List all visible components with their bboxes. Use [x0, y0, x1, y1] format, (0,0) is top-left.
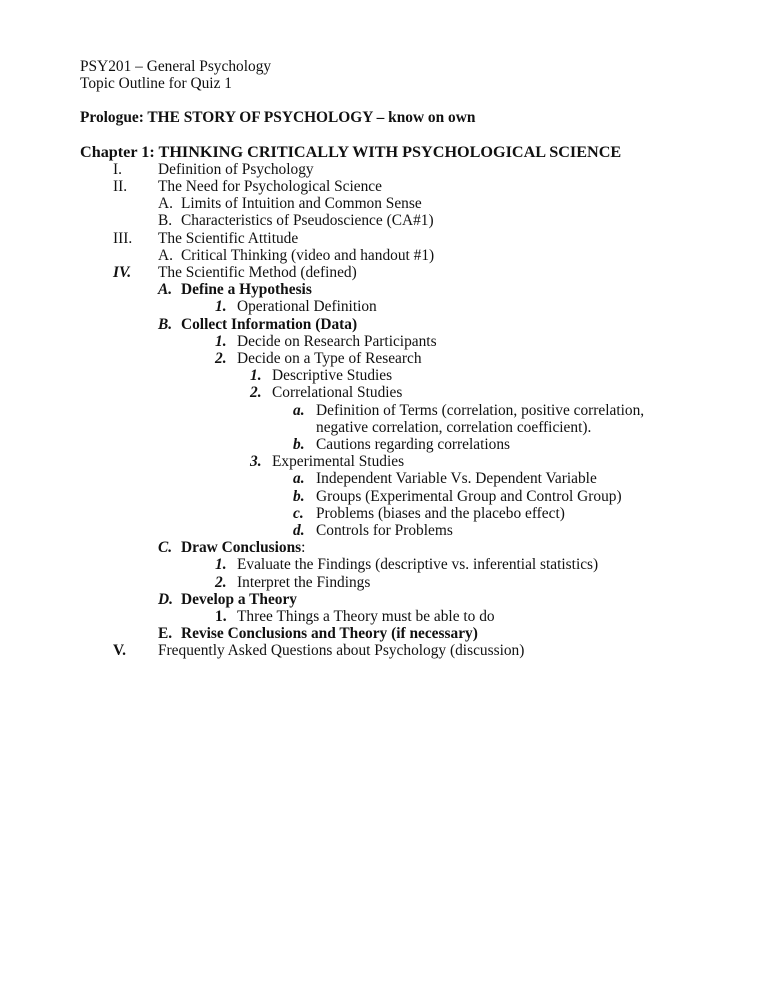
outline-marker: II. [113, 178, 128, 195]
outline-item-label: Draw Conclusions [181, 539, 302, 556]
outline-item: Develop a Theory [181, 591, 297, 608]
outline-marker: c. [293, 505, 304, 522]
outline-marker: 1. [215, 298, 227, 315]
outline-item: The Scientific Method (defined) [158, 264, 357, 281]
outline-marker: D. [158, 591, 173, 608]
outline-item: Independent Variable Vs. Dependent Variable [316, 470, 597, 487]
outline-marker: 2. [215, 574, 227, 591]
outline-marker: B. [158, 316, 173, 333]
outline-marker: I. [113, 161, 122, 178]
outline-marker: b. [293, 436, 305, 453]
outline-marker: a. [293, 470, 305, 487]
outline-item: Groups (Experimental Group and Control Group) [316, 488, 622, 505]
outline-marker: 3. [250, 453, 262, 470]
outline-item-suffix: : [301, 539, 306, 556]
outline-item: Cautions regarding correlations [316, 436, 511, 453]
outline-item [181, 539, 305, 556]
outline-marker: 1. [215, 333, 227, 350]
outline-item: Decide on Research Participants [237, 333, 437, 350]
course-title: PSY201 – General Psychology [80, 58, 272, 75]
outline-item: Decide on a Type of Research [237, 350, 422, 367]
outline-marker: 2. [215, 350, 227, 367]
chapter-heading: Chapter 1: THINKING CRITICALLY WITH PSYCHOLOGICAL SCIENCE [80, 143, 622, 161]
outline-marker: A. [158, 281, 173, 298]
outline-marker: B. [158, 212, 173, 229]
outline-marker: b. [293, 488, 305, 505]
outline-item: Experimental Studies [272, 453, 405, 470]
document-subtitle: Topic Outline for Quiz 1 [80, 75, 232, 92]
outline-item: Problems (biases and the placebo effect) [316, 505, 565, 522]
outline-marker: C. [158, 539, 173, 556]
outline-item: Evaluate the Findings (descriptive vs. inferential statistics) [237, 556, 599, 573]
outline-item: Descriptive Studies [272, 367, 393, 384]
outline-item: The Scientific Attitude [158, 230, 299, 247]
outline-item: Correlational Studies [272, 384, 403, 401]
outline-item: Interpret the Findings [237, 574, 371, 591]
outline-item: Operational Definition [237, 298, 377, 315]
outline-marker: 1. [215, 608, 227, 625]
outline-item-continuation: negative correlation, correlation coefficient). [316, 419, 592, 436]
outline-marker: III. [113, 230, 133, 247]
outline-marker: V. [113, 642, 126, 659]
outline-item: Revise Conclusions and Theory (if necessary) [181, 625, 478, 642]
outline-item: Definition of Terms (correlation, positive correlation, [316, 402, 645, 419]
outline-item: Frequently Asked Questions about Psychology (discussion) [158, 642, 525, 659]
outline-marker: A. [158, 195, 173, 212]
outline-marker: E. [158, 625, 173, 642]
outline-marker: 1. [250, 367, 262, 384]
outline-marker: a. [293, 402, 305, 419]
outline-marker: 1. [215, 556, 227, 573]
outline-item: The Need for Psychological Science [158, 178, 382, 195]
outline-item: Collect Information (Data) [181, 316, 358, 333]
outline-marker: A. [158, 247, 173, 264]
outline-item: Limits of Intuition and Common Sense [181, 195, 422, 212]
outline-marker: IV. [113, 264, 132, 281]
outline-item: Three Things a Theory must be able to do [237, 608, 495, 625]
outline-item: Critical Thinking (video and handout #1) [181, 247, 435, 264]
outline-marker: 2. [250, 384, 262, 401]
outline-item: Characteristics of Pseudoscience (CA#1) [181, 212, 434, 229]
prologue-heading: Prologue: THE STORY OF PSYCHOLOGY – know on own [80, 109, 476, 126]
outline-item: Define a Hypothesis [181, 281, 312, 298]
outline-item: Controls for Problems [316, 522, 453, 539]
outline-marker: d. [293, 522, 305, 539]
outline-item: Definition of Psychology [158, 161, 314, 178]
